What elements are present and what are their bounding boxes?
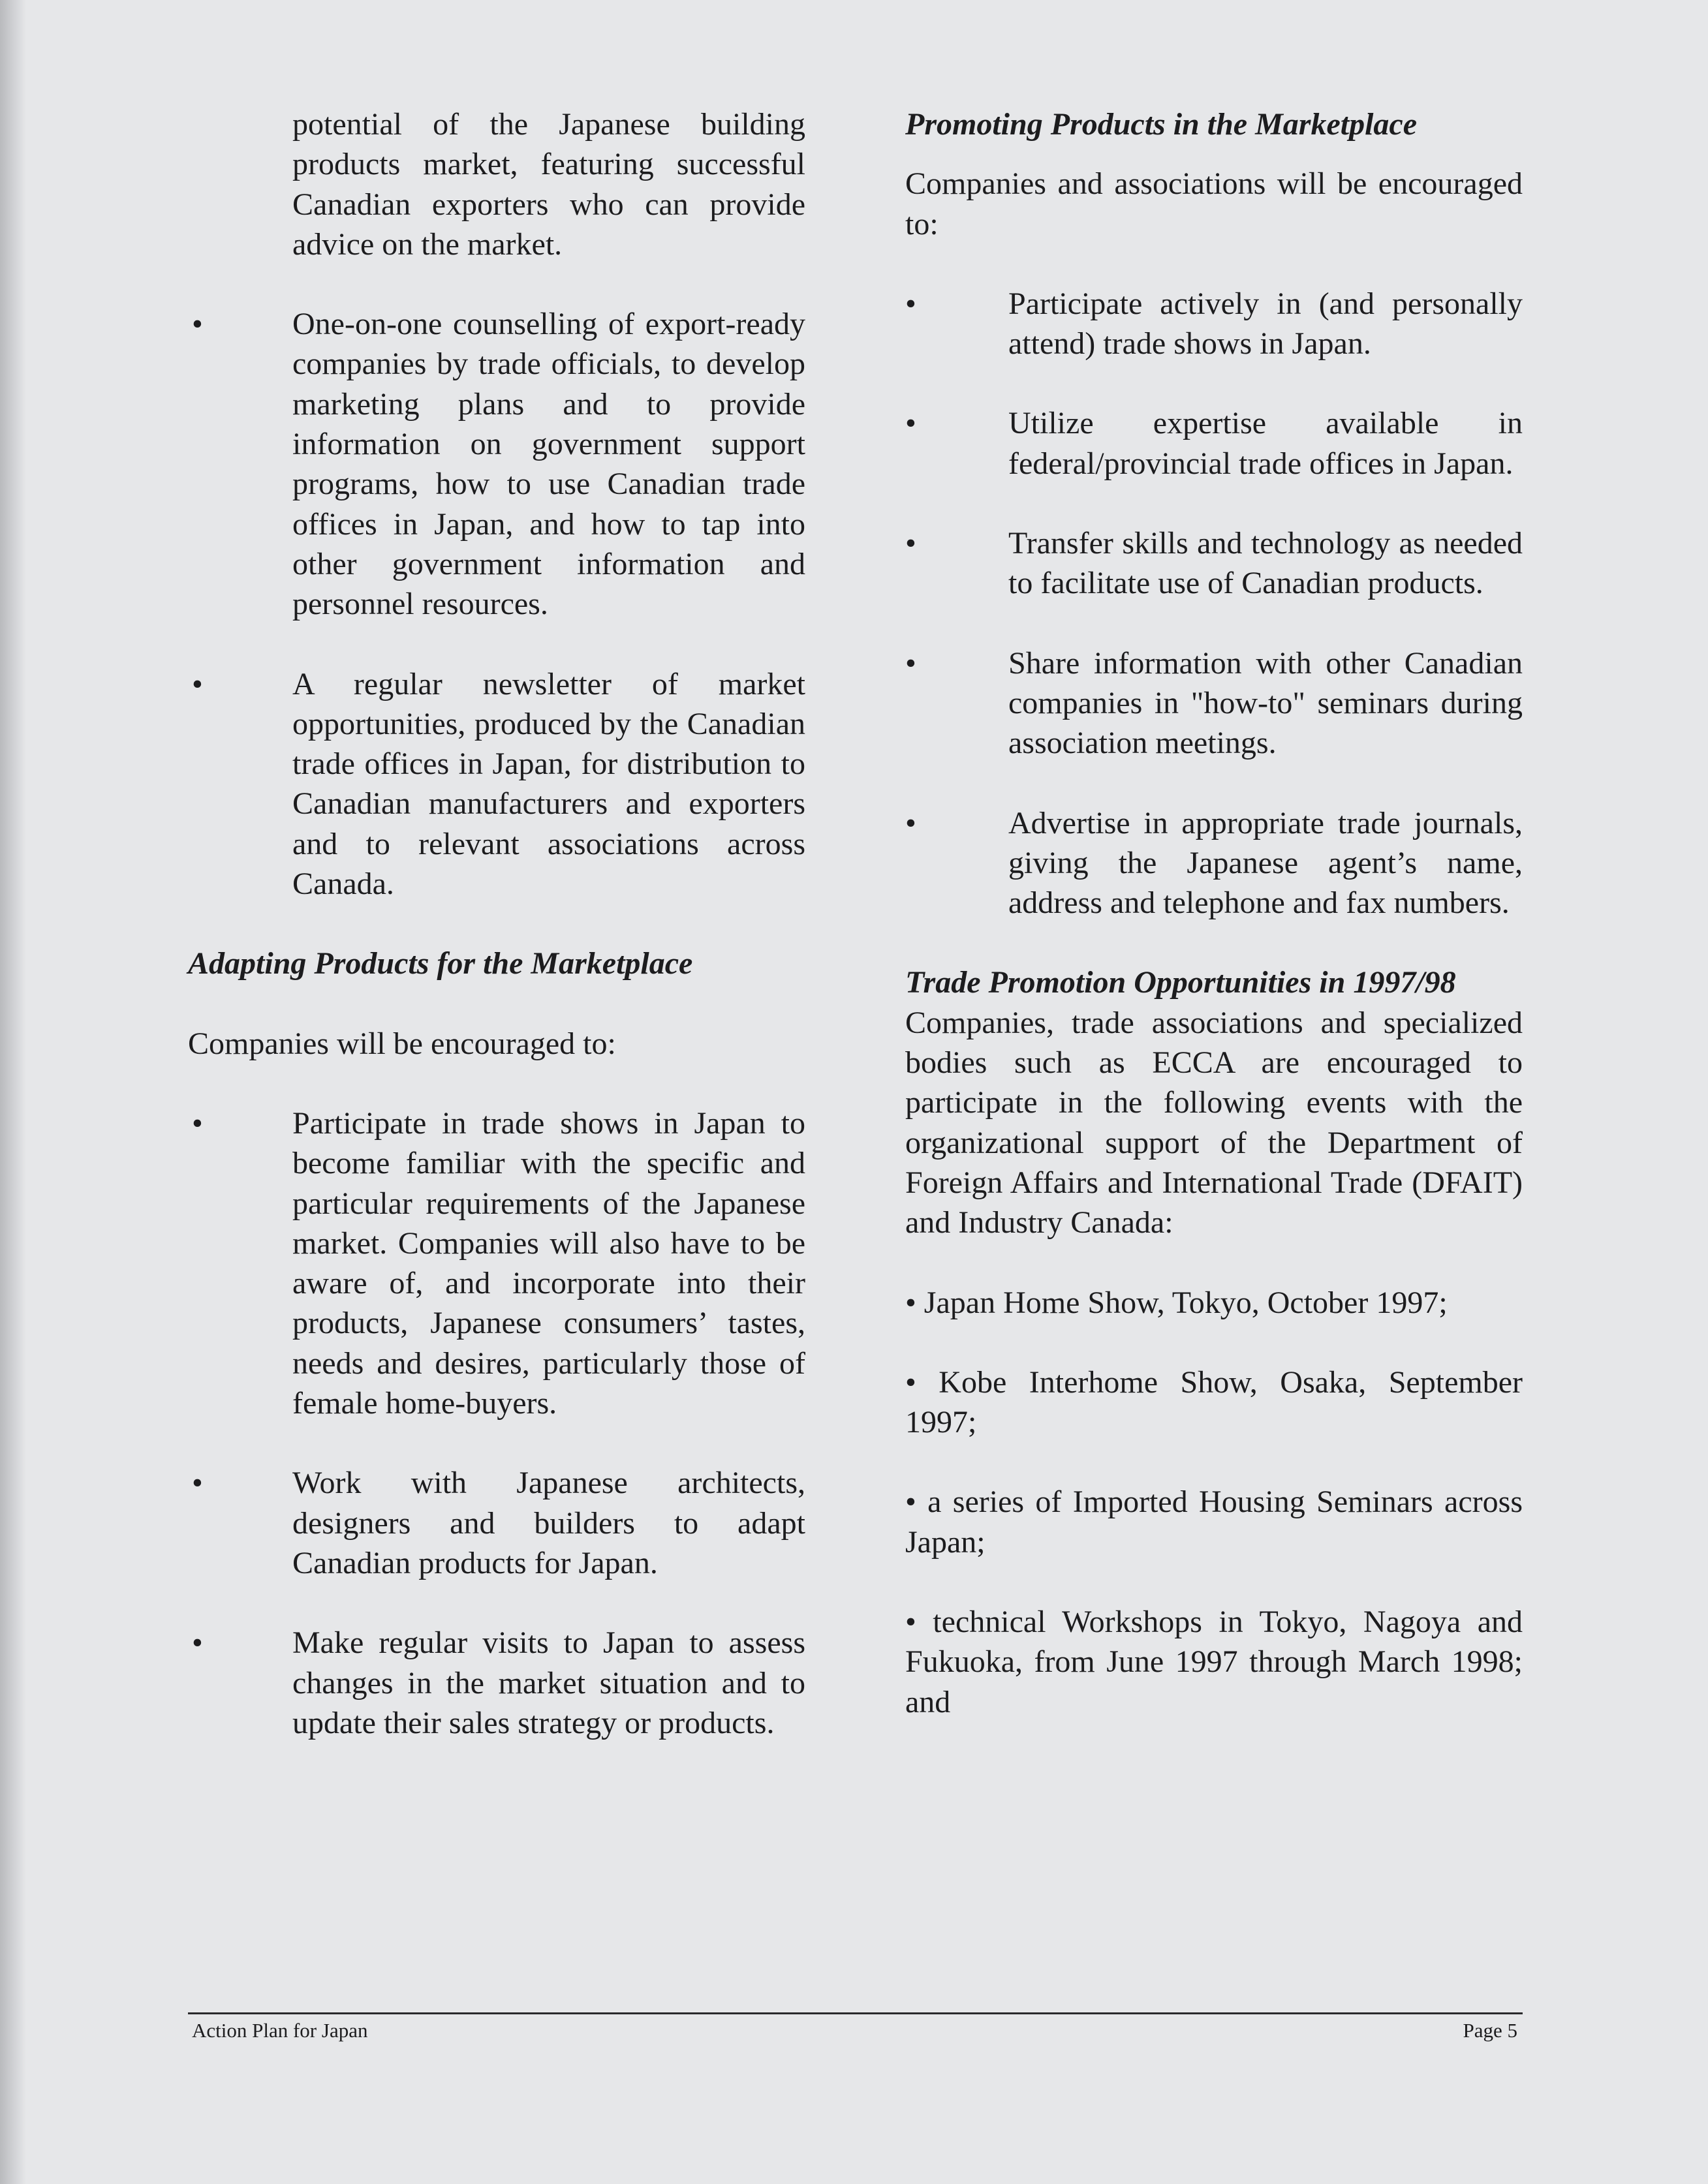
bullet: • — [192, 307, 203, 342]
list-item — [905, 403, 1523, 484]
list-item — [188, 1623, 805, 1743]
page-number: Page 5 — [1463, 2019, 1517, 2042]
footer-rule — [188, 2012, 1523, 2014]
list-item — [188, 304, 805, 624]
section-heading: Adapting Products for the Marketplace — [188, 946, 693, 981]
footer-title: Action Plan for Japan — [192, 2019, 368, 2042]
bullet: • — [192, 666, 203, 701]
intro-paragraph: potential of the Japanese building products market, featuring successful Canadian exporters who can provide advice on the market. — [292, 107, 805, 262]
list-item-text: Share information with other Canadian companies in "how-to" seminars during association meetings. — [1008, 645, 1523, 761]
list-item — [188, 664, 805, 904]
list-item — [905, 803, 1523, 923]
list-item-text: Utilize expertise available in federal/provincial trade offices in Japan. — [1008, 406, 1523, 481]
list-item-text: Work with Japanese architects, designers and builders to adapt Canadian products for Japan. — [292, 1466, 805, 1580]
bullet: • — [905, 286, 916, 321]
event-item: • technical Workshops in Tokyo, Nagoya and Fukuoka, from June 1997 through March 1998; and — [905, 1605, 1523, 1719]
event-item: • Japan Home Show, Tokyo, October 1997; — [905, 1285, 1448, 1320]
event-item: • a series of Imported Housing Seminars across Japan; — [905, 1484, 1523, 1560]
list-item-text: A regular newsletter of market opportunities, produced by the Canadian trade offices in Japan, for distribution to Canadian manufacturers and exporters and to relevant associations across Canada. — [292, 666, 805, 902]
list-item-text: Participate in trade shows in Japan to become familiar with the specific and particular requirements of the Japanese market. Companies will also have to be aware of, and incorporate into their products, Japanese consumers’ tastes, needs and desires, particularly those of female home-buyers. — [292, 1105, 805, 1421]
bullet: • — [192, 1466, 203, 1501]
bullet: • — [905, 805, 916, 840]
page-edge-shadow — [0, 0, 26, 2184]
section-lead: Companies will be encouraged to: — [188, 1026, 616, 1061]
list-item-text: Participate actively in (and personally attend) trade shows in Japan. — [1008, 286, 1523, 361]
list-item-text: Make regular visits to Japan to assess changes in the market situation and to update their sales strategy or products. — [292, 1625, 805, 1740]
section-heading: Trade Promotion Opportunities in 1997/98 — [905, 965, 1456, 1000]
bullet: • — [905, 526, 916, 561]
list-item-text: Transfer skills and technology as needed to facilitate use of Canadian products. — [1008, 526, 1523, 601]
bullet: • — [905, 406, 916, 441]
bullet: • — [905, 645, 916, 681]
left-column — [188, 104, 805, 1743]
section-heading: Promoting Products in the Marketplace — [905, 107, 1418, 142]
list-item — [905, 284, 1523, 364]
list-item-text: One-on-one counselling of export-ready companies by trade officials, to develop marketing plans and to provide information on government support programs, how to use Canadian trade offices in Japan, and how to tap into other government information and personnel resources. — [292, 307, 805, 622]
event-item: • Kobe Interhome Show, Osaka, September 1997; — [905, 1364, 1523, 1440]
bullet: • — [192, 1105, 203, 1141]
list-item — [188, 1103, 805, 1423]
section-lead: Companies and associations will be encouraged to: — [905, 166, 1523, 241]
list-item — [905, 523, 1523, 604]
list-item-text: Advertise in appropriate trade journals, giving the Japanese agent’s name, address and telephone and fax numbers. — [1008, 805, 1523, 921]
section-lead: Companies, trade associations and specialized bodies such as ECCA are encouraged to participate in the following events with the organizational support of the Department of Foreign Affairs and International Trade (DFAIT) and Industry Canada: — [905, 1005, 1523, 1240]
list-item — [188, 1463, 805, 1583]
bullet: • — [192, 1625, 203, 1661]
right-column — [905, 104, 1523, 1722]
list-item — [905, 643, 1523, 763]
